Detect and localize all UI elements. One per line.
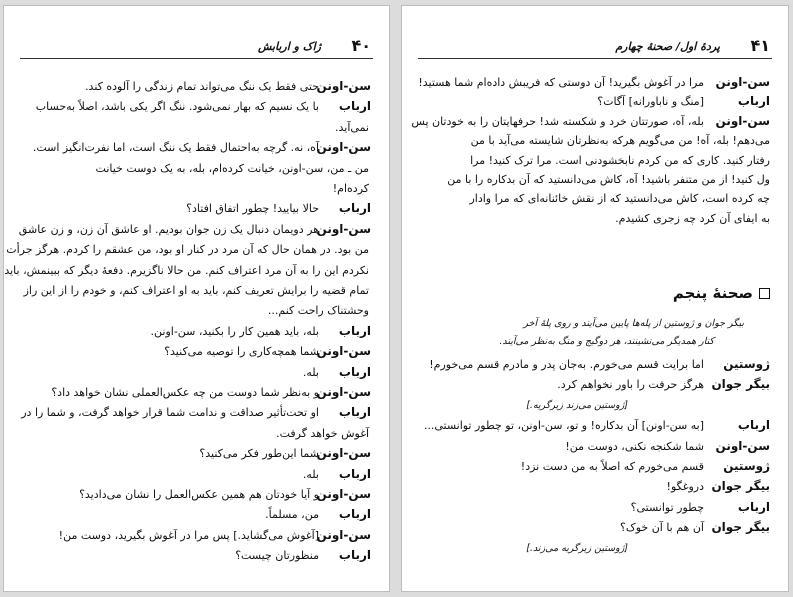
stage-direction: کنار همدیگر می‌نشینند، هر دوگیج و منگ به‌نظر می‌آیند.	[499, 336, 714, 347]
dialogue-line: و به‌نظر شما دوست من چه عکس‌العملی نشان خواهد داد؟	[51, 386, 319, 399]
speaker-name: ارباب	[338, 323, 371, 338]
speaker-name: سن-اونن	[316, 527, 371, 542]
dialogue-line: آه، نه. گرچه به‌احتمال فقط یک ننگ است، اما نفرت‌انگیز است.	[32, 141, 319, 155]
dialogue-line: حالا بیایید! چطور اتفاق افتاد؟	[186, 202, 319, 216]
speaker-name: ارباب	[737, 499, 770, 514]
dialogue-line: قسم می‌خورم که اصلاً به من دست نزد!	[520, 460, 704, 473]
scene-title	[673, 284, 770, 302]
running-title: ژاک و اربابش	[257, 40, 321, 53]
speaker-name: ژوستین	[723, 357, 770, 371]
speaker-name: بیگر جوان	[711, 479, 770, 494]
dialogue-line: شما شکنجه نکنی، دوست من!	[565, 439, 704, 453]
speaker-name: ارباب	[338, 507, 371, 522]
dialogue-continuation: [ژوستین زیرگریه می‌زند.]	[526, 542, 628, 554]
speaker-name: ارباب	[338, 548, 371, 563]
speaker-name: سن-اونن	[316, 385, 371, 399]
dialogue-continuation: کرده‌ام!	[332, 182, 369, 195]
dialogue-line: با یک نسیم که بهار نمی‌شود. ننگ اگر یکی باشد، اصلاً به‌حساب	[35, 100, 319, 114]
dialogue-line: من، مسلماً.	[265, 508, 319, 522]
speaker-name: ارباب	[338, 201, 371, 216]
speaker-name: سن-اونن	[316, 344, 371, 359]
speaker-name: ارباب	[338, 364, 371, 379]
speaker-name: سن-اونن	[316, 221, 371, 236]
dialogue-line: چطور توانستی؟	[630, 500, 704, 514]
dialogue-line: [به سن-اونن] آن بدکاره! و تو، سن-اونن، تو چطور توانستی...	[423, 419, 704, 433]
page-header	[418, 36, 772, 59]
dialogue-line: دروغگو!	[666, 480, 704, 494]
speaker-name: بیگر جوان	[711, 520, 770, 535]
speaker-name: سن-اونن	[316, 446, 371, 461]
dialogue-line: [منگ و ناباورانه] آگات؟	[597, 95, 704, 109]
speaker-name: سن-اونن	[316, 79, 371, 93]
dialogue-line: بله.	[302, 365, 319, 379]
speaker-name: سن-اونن	[715, 438, 770, 453]
dialogue-continuation: نمی‌آید.	[335, 120, 369, 134]
dialogue-line: بله، باید همین کار را بکنید، سن-اونن.	[150, 324, 319, 338]
square-icon	[759, 288, 770, 299]
speaker-name: سن-اونن	[715, 75, 770, 89]
dialogue-continuation: رفتار کنید. کاری که من کردم نابخشودنی است. مرا ترک کنید! مرا	[470, 153, 770, 167]
dialogue-continuation: چه کرده است، کاش می‌دانستید که از نقش خائنانه‌ای که مرا وادار	[469, 192, 770, 206]
speaker-name: ارباب	[338, 405, 371, 420]
dialogue-line: اما برایت قسم می‌خورم. به‌جان پدر و مادرم قسم می‌خورم!	[429, 358, 704, 371]
right-page	[402, 6, 788, 591]
speaker-name: ارباب	[737, 94, 770, 109]
dialogue-line: بله، آه، صورتتان خرد و شکسته شد! حرفهایتان را به خودتان پس	[411, 114, 704, 128]
dialogue-line: هر دویمان دنبال یک زن جوان بودیم. او عاشق آن زن، و زن عاشق	[18, 222, 319, 236]
speaker-name: ژوستین	[723, 459, 770, 473]
dialogue-line: منظورتان چیست؟	[235, 549, 319, 563]
dialogue-continuation: به ایفای آن کرد چه زجری کشیدم.	[615, 211, 770, 225]
dialogue-continuation: وحشتناک راحت کنم...	[267, 304, 369, 318]
page-number: ۴۰	[351, 36, 371, 55]
dialogue-continuation: من بود. در همان حال که آن مرد در کنار او بود، من عشقم را کردم. هرگز جرأت	[6, 243, 369, 257]
dialogue-line: هرگز حرفت را باور نخواهم کرد.	[557, 378, 704, 392]
speaker-name: سن-اونن	[715, 113, 770, 128]
speaker-name: سن-اونن	[316, 487, 371, 501]
dialogue-continuation: تمام قضیه را برایش تعریف کنم، باید به او اعتراف کنم، و خودم را از این راز	[23, 284, 369, 297]
dialogue-line: شما این‌طور فکر می‌کنید؟	[199, 447, 319, 461]
dialogue-line: مرا در آغوش بگیرید! آن دوستی که فریبش داده‌ام شما هستید!	[418, 76, 704, 89]
dialogue-line: آن هم با آن خوک؟	[620, 521, 704, 535]
dialogue-line: او تحت‌تأثیر صداقت و ندامت شما قرار خواهد گرفت، و شما را در	[21, 406, 319, 420]
speaker-name: بیگر جوان	[711, 377, 770, 392]
dialogue-line: و آیا خودتان هم همین عکس‌العمل را نشان می‌دادید؟	[79, 488, 319, 501]
speaker-name: ارباب	[737, 418, 770, 433]
dialogue-continuation: آغوش خواهد گرفت.	[276, 426, 369, 440]
dialogue-continuation: ول کنید! از من متنفر باشید! آه، کاش می‌دانستید که آن بدکاره را با من	[447, 173, 770, 186]
speaker-name: ارباب	[338, 99, 371, 114]
scene-title-text: صحنهٔ پنجم	[672, 284, 753, 302]
dialogue-continuation: می‌دهم! بله، آه! من می‌گویم هرکه به‌نظرتان شایسته می‌آید با من	[470, 134, 770, 148]
dialogue-continuation: نکردم این را به آن مرد اعتراف کنم. من حالا ناگزیرم. دفعهٔ دیگر که ببینمش، باید	[4, 263, 369, 277]
dialogue-continuation: [ژوستین می‌زند زیرگریه.]	[526, 399, 628, 411]
page-header	[20, 36, 373, 59]
page-number: ۴۱	[750, 36, 770, 55]
dialogue-line: حتی فقط یک ننگ می‌تواند تمام زندگی را آلوده کند.	[85, 80, 319, 93]
running-title: پردهٔ اول/ صحنهٔ چهارم	[615, 40, 720, 53]
dialogue-line: بله.	[302, 467, 319, 481]
stage-direction: بیگر جوان و ژوستین از پله‌ها پایین می‌آیند و روی پلهٔ آخر	[523, 318, 744, 329]
dialogue-line: شما همچه‌کاری را توصیه می‌کنید؟	[164, 345, 319, 359]
dialogue-line: [آغوش می‌گشاید.] پس مرا در آغوش بگیرید، دوست من!	[58, 528, 319, 542]
dialogue-continuation: من ـ من، سن-اونن، خیانت کرده‌ام، بله، به یک دوست خیانت	[95, 161, 369, 175]
left-page	[4, 6, 389, 591]
speaker-name: ارباب	[338, 466, 371, 481]
speaker-name: سن-اونن	[316, 140, 371, 155]
